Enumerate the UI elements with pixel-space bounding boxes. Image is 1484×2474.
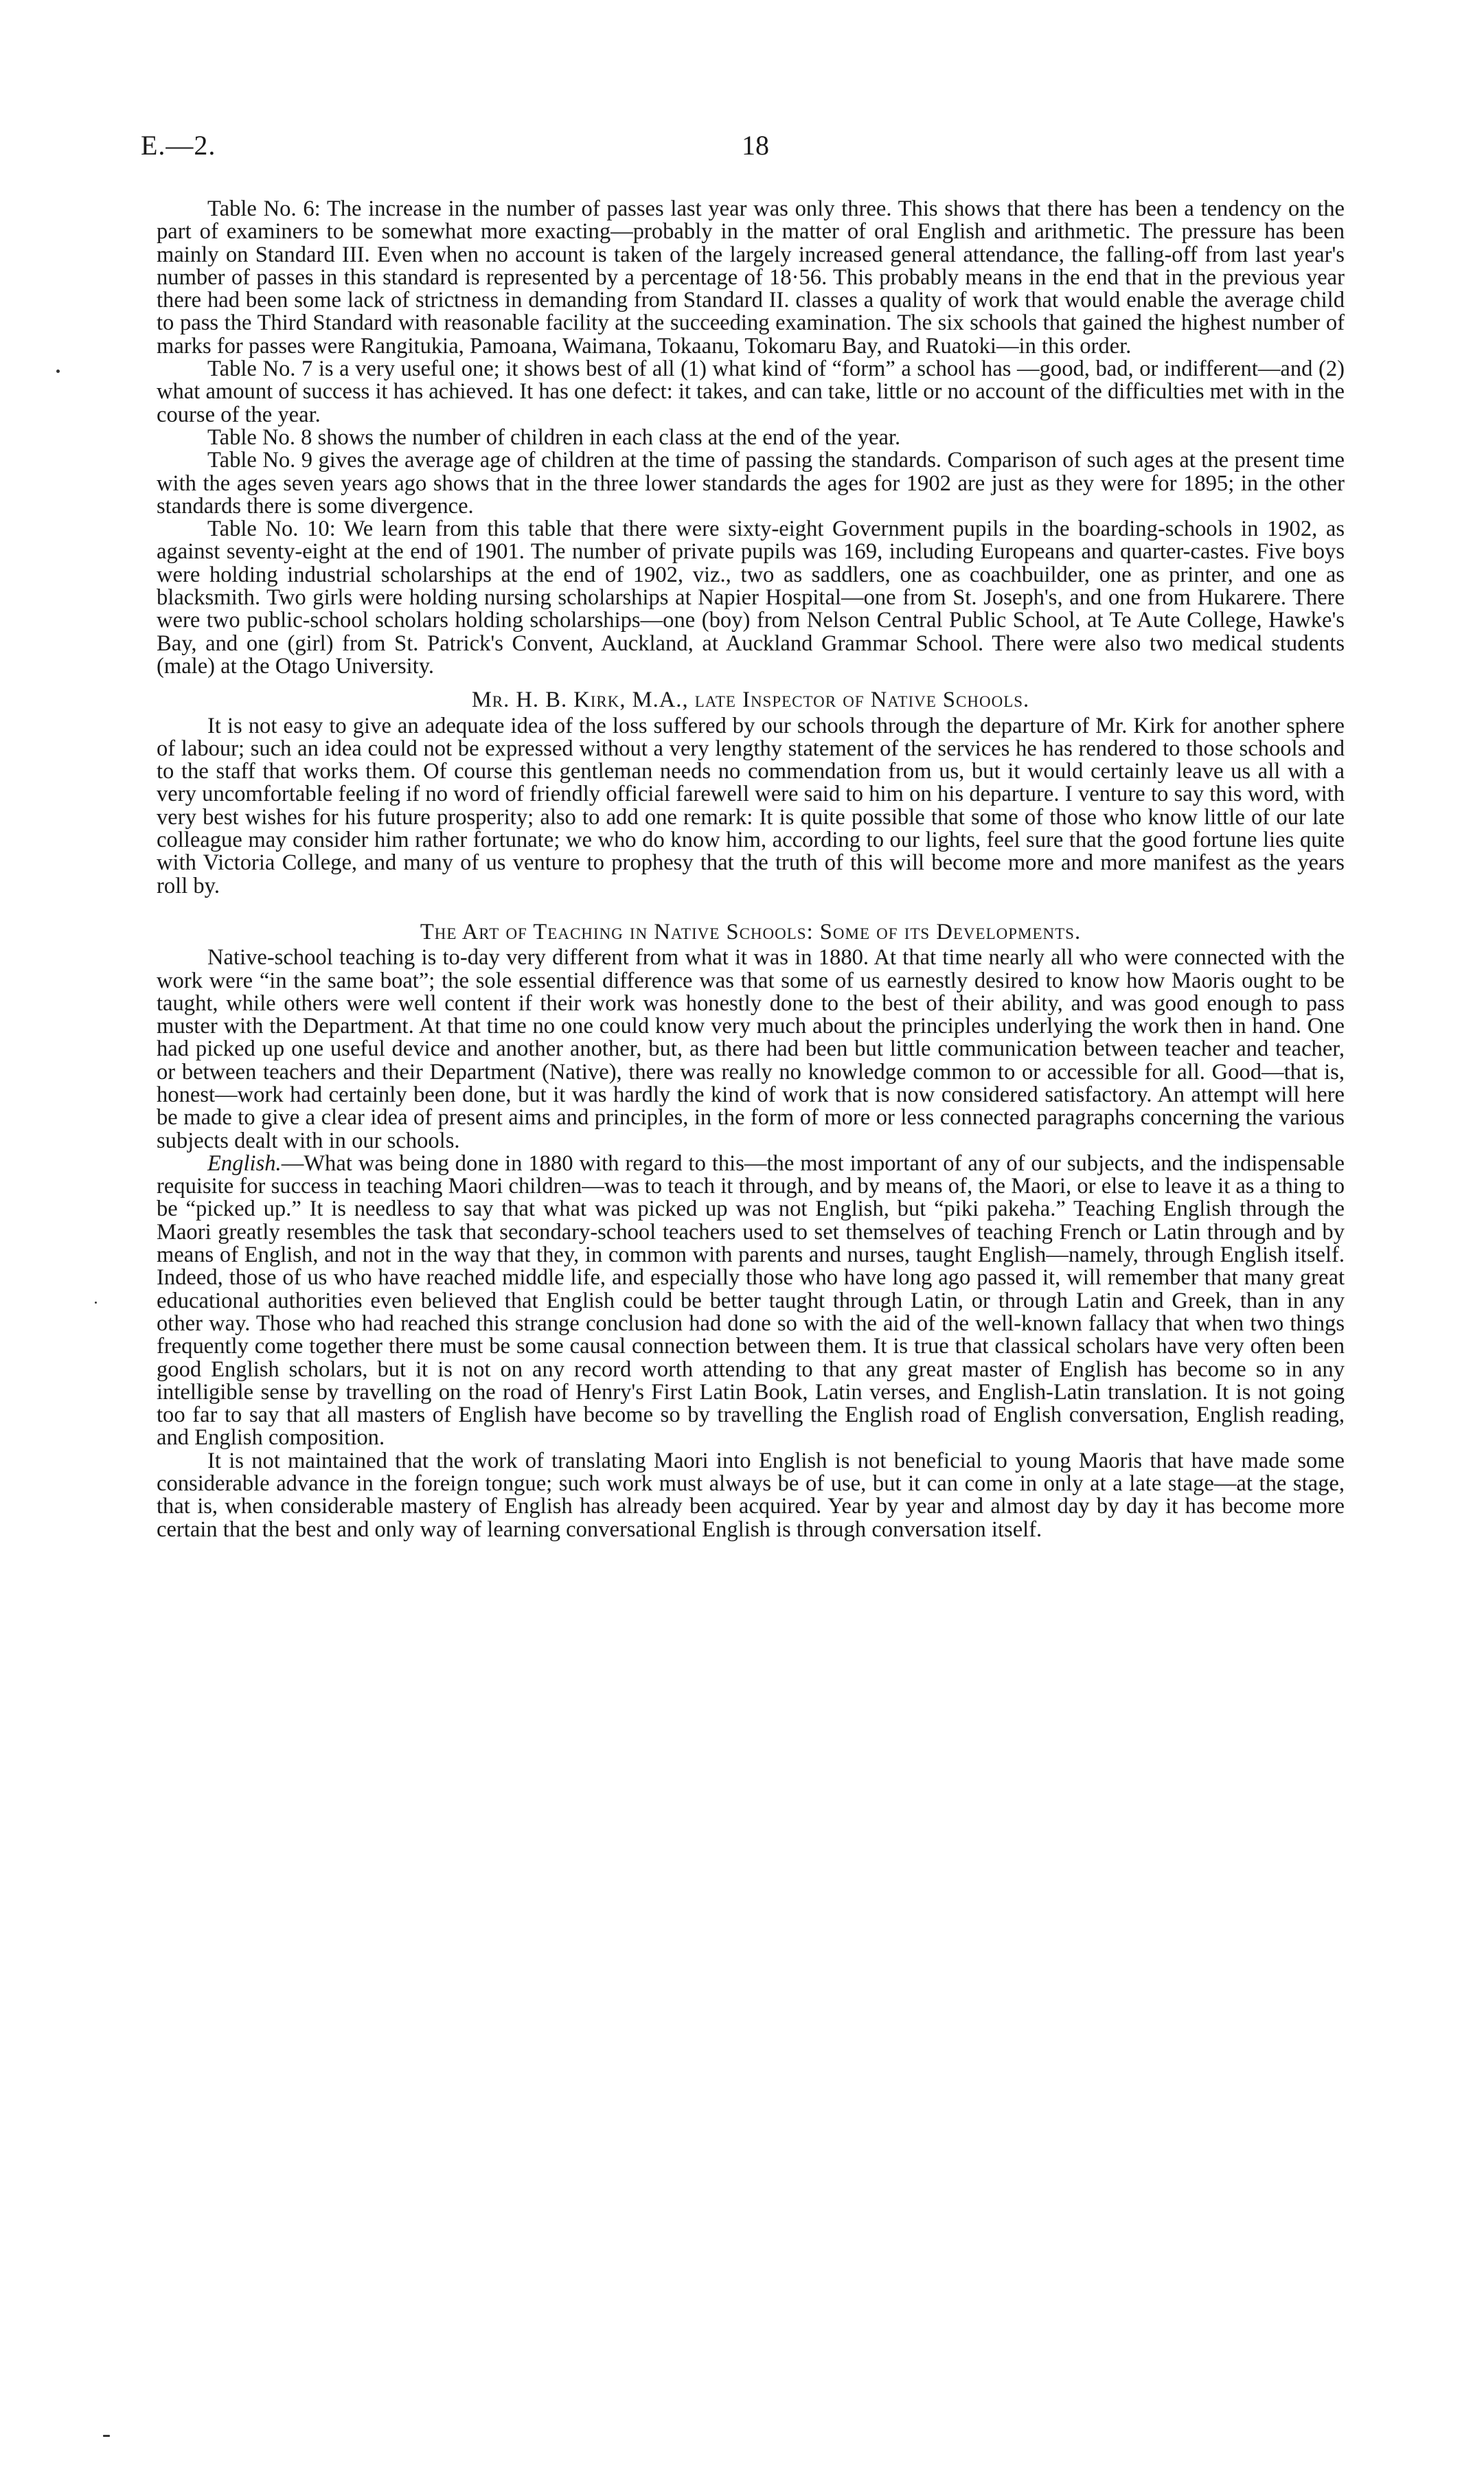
- report-reference: E.—2.: [141, 130, 216, 161]
- paragraph-kirk: It is not easy to give an adequate idea of the loss suffered by our schools through the departure of Mr. Kirk for another sphere of labour; such an idea could not be expressed without a very lengthy statement of the services he has rendered to those schools and to the staff that works them. Of course this gentleman needs no commendation from us, but it would certainly leave us all with a very uncomfortable feeling if no word of friendly official farewell were said to him on his departure. I venture to say this word, with very best wishes for his future prosperity; also to add one remark: It is quite possible that some of those who know little of our late colleague may consider him rather fortunate; we who do know him, according to our lights, feel sure that the good fortune lies quite with Victoria College, and many of us venture to prophesy that the truth of this will become more and more manifest as the years roll by.: [157, 713, 1345, 898]
- paragraph-translation: It is not maintained that the work of translating Maori into English is not beneficial to young Maoris that have made some considerable advance in the foreign tongue; such work must always be of use, but it can come in only at a late stage—at the stage, that is, when considerable mastery of English has already been acquired. Year by year and almost day by day it has become more certain that the best and only way of learning conversational English is through conversation itself.: [157, 1448, 1345, 1542]
- page-number: 18: [742, 130, 769, 161]
- paragraph-table-10: Table No. 10: We learn from this table that there were sixty-eight Government pupils in the boarding-schools in 1902, as against seventy-eight at the end of 1901. The number of private pupils was 169, including Europeans and quarter-castes. Five boys were holding industrial scholarships at the end of 1902, viz., two as saddlers, one as coachbuilder, one as printer, and one as blacksmith. Two girls were holding nursing scholarships at Napier Hospital—one from St. Joseph's, and one from Hukarere. There were two public-school scholars holding scholarships—one (boy) from Nelson Central Public School, at Te Aute College, Hawke's Bay, and one (girl) from St. Patrick's Convent, Auckland, at Auckland Grammar School. There were also two medical students (male) at the Otago University.: [157, 517, 1345, 679]
- margin-mark: [56, 370, 60, 373]
- margin-mark: [95, 1302, 97, 1304]
- page-header: [141, 129, 1363, 170]
- paragraph-table-8: Table No. 8 shows the number of children in each class at the end of the year.: [207, 424, 901, 450]
- english-lead-in: English.: [207, 1150, 282, 1176]
- paragraph-table-6: Table No. 6: The increase in the number of passes last year was only three. This shows that there has been a tendency on the part of examiners to be somewhat more exacting—probably in the matter of oral English and arithmetic. The pressure has been mainly on Standard III. Even when no account is taken of the largely increased general attendance, the falling-off from last year's number of passes in this standard is represented by a percentage of 18·56. This probably means in the end that in the previous year there had been some lack of strictness in demanding from Standard II. classes a quality of work that would enable the average child to pass the Third Standard with reasonable facility at the succeeding examination. The six schools that gained the highest number of marks for passes were Rangitukia, Pamoana, Waimana, Tokaanu, Tokomaru Bay, and Ruatoki—in this order.: [157, 196, 1345, 359]
- section-heading-kirk: Mr. H. B. Kirk, M.A., late Inspector of Native Schools.: [471, 688, 1030, 713]
- body-text: [157, 198, 1345, 1541]
- paragraph-native-school-teaching: Native-school teaching is to-day very different from what it was in 1880. At that time nearly all who were connected with the work were “in the same boat”; the sole essential difference was that some of us earnestly desired to know how Maoris ought to be taught, while others were well content if their work was honestly done to the best of their ability, and was good enough to pass muster with the Department. At that time no one could know very much about the principles underlying the work then in hand. One had picked up one useful device and another another, but, as there had been but little communication between teacher and teacher, or between teachers and their Department (Native), there was really no knowledge common to or accessible for all. Good—that is, honest—work had certainly been done, but it was hardly the kind of work that is now considered satisfactory. An attempt will here be made to give a clear idea of present aims and principles, in the form of more or less connected paragraphs concerning the various subjects dealt with in our schools.: [157, 945, 1345, 1153]
- english-text: —What was being done in 1880 with regard to this—the most important of any of our subjects, and the indispensable requisite for success in teaching Maori children—was to teach it through, and by means of, the Maori, or else to leave it as a thing to be “picked up.” It is needless to say that what was picked up was not English, but “piki pakeha.” Teaching English through the Maori greatly resembles the task that secondary-school teachers used to set themselves of teaching French or Latin through and by means of English, and not in the way that they, in common with parents and nurses, taught English—namely, through English itself. Indeed, those of us who have reached middle life, and especially those who have long ago passed it, will remember that many great educational authorities even believed that English could be better taught through Latin, or through Latin and Greek, than in any other way. Those who had reached this strange conclusion had done so with the aid of the well-known fallacy that when two things frequently come together there must be some causal connection between them. It is true that classical scholars have very often been good English scholars, but it is not on any record worth attending to that any great master of English has become so in any intelligible sense by travelling on the road of Henry's First Latin Book, Latin verses, and English-Latin translation. It is not going too far to say that all masters of English have become so by travelling the English road of English conversation, English reading, and English composition.: [157, 1150, 1345, 1451]
- margin-mark: [103, 2435, 110, 2437]
- paragraph-table-7: Table No. 7 is a very useful one; it shows best of all (1) what kind of “form” a school has —good, bad, or indifferent—and (2) what amount of success it has achieved. It has one defect: it takes, and can take, little or no account of the difficulties met with in the course of the year.: [157, 356, 1345, 427]
- paragraph-table-9: Table No. 9 gives the average age of children at the time of passing the standards. Comparison of such ages at the present time with the ages seven years ago shows that in the three lower standards the ages for 1902 are just as they were for 1895; in the other standards there is some divergence.: [157, 448, 1345, 519]
- paragraph-english: [157, 1150, 1345, 1451]
- section-heading-art-of-teaching: The Art of Teaching in Native Schools: Some of its Developments.: [420, 919, 1082, 944]
